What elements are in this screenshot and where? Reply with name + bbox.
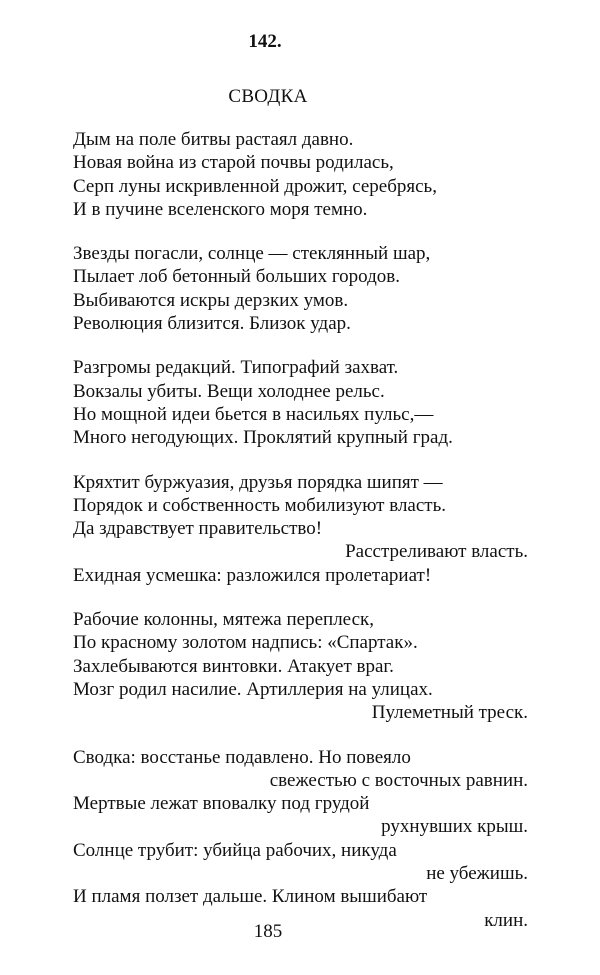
stanza-3 — [73, 356, 533, 449]
poem-title: СВОДКА — [228, 86, 308, 107]
poem-line: И в пучине вселенского моря темно. — [73, 198, 368, 220]
poem-line-continuation: Пулеметный треск. — [371, 702, 528, 724]
poem-line: Рабочие колонны, мятежа переплеск, — [73, 609, 374, 631]
poem-line: Мозг родил насилие. Артиллерия на улицах. — [73, 678, 433, 700]
stanza-1 — [73, 128, 533, 221]
poem-line: По красному золотом надпись: «Спартак». — [73, 632, 418, 654]
page-number: 185 — [253, 921, 283, 942]
poem-line: Ехидная усмешка: разложился пролетариат! — [73, 564, 432, 586]
poem-line: Революция близится. Близок удар. — [73, 313, 351, 335]
stanza-4 — [73, 471, 533, 587]
poem-line: Много негодующих. Проклятий крупный град. — [73, 427, 453, 449]
poem-line: Кряхтит буржуазия, друзья порядка шипят — — [73, 471, 443, 493]
poem-line: Порядок и собственность мобилизуют власть. — [73, 494, 447, 516]
stanza-5 — [73, 608, 533, 724]
poem-line-continuation: рухнувших крыш. — [381, 816, 528, 838]
stanza-6 — [73, 746, 533, 932]
poem-line: Мертвые лежат вповалку под грудой — [73, 793, 370, 815]
poem-line: Серп луны искривленной дрожит, серебрясь, — [73, 175, 437, 197]
poem-body — [73, 128, 533, 932]
poem-line: Солнце трубит: убийца рабочих, никуда — [73, 839, 397, 861]
stanza-2 — [73, 242, 533, 335]
poem-line: Выбиваются искры дерзких умов. — [73, 289, 349, 311]
poem-line: Вокзалы убиты. Вещи холоднее рельс. — [73, 380, 385, 402]
poem-line-continuation: Расстреливают власть. — [345, 541, 528, 563]
poem-line: Да здравствует правительство! — [73, 518, 323, 540]
poem-number: 142. — [248, 31, 282, 52]
poem-line: И пламя ползет дальше. Клином вышибают — [73, 886, 428, 908]
poem-line: Новая война из старой почвы родилась, — [73, 152, 394, 174]
poem-line: Сводка: восстанье подавлено. Но повеяло — [73, 746, 411, 768]
poem-line: Разгромы редакций. Типографий захват. — [73, 357, 399, 379]
poem-line: Звезды погасли, солнце — стеклянный шар, — [73, 243, 431, 265]
poem-line-continuation: свежестью с восточных равнин. — [269, 769, 528, 791]
poem-line: Дым на поле битвы растаял давно. — [73, 129, 354, 150]
poem-line: Пылает лоб бетонный больших городов. — [73, 266, 400, 288]
poem-line: Но мощной идеи бьется в насильях пульс,— — [73, 403, 434, 425]
poem-line-continuation: не убежишь. — [426, 863, 528, 885]
poem-line-continuation: клин. — [484, 909, 528, 931]
poem-line: Захлебываются винтовки. Атакует враг. — [73, 655, 394, 677]
